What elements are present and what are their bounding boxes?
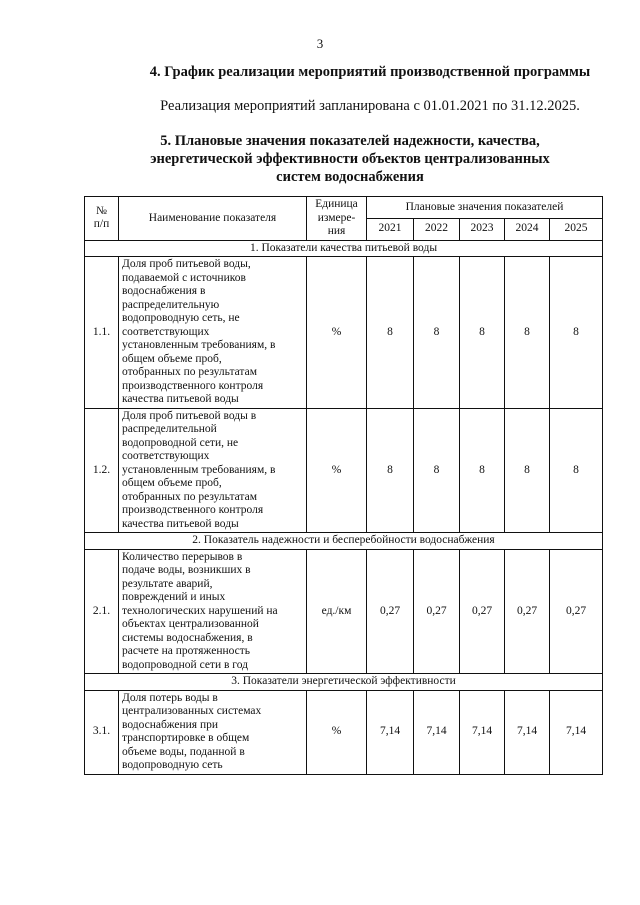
row-name-line: распределительную (122, 298, 220, 311)
row-value: 8 (550, 257, 603, 409)
row-value: 8 (367, 408, 414, 533)
row-value: 8 (414, 257, 460, 409)
row-name-line: системы водоснабжения, в (122, 631, 253, 644)
row-name-line: Доля проб питьевой воды в (122, 409, 257, 422)
header-unit (307, 197, 367, 241)
row-value: 7,14 (367, 690, 414, 774)
row-unit: % (307, 408, 367, 533)
row-value: 8 (505, 257, 550, 409)
row-num: 1.1. (85, 257, 119, 409)
header-plan: Плановые значения показателей (367, 197, 603, 219)
row-name-line: общем объеме проб, (122, 352, 222, 365)
row-value: 8 (460, 408, 505, 533)
table-row (85, 408, 603, 533)
header-num-line-2: п/п (93, 218, 110, 231)
section-title: 2. Показатель надежности и бесперебойности водоснабжения (85, 533, 603, 550)
row-name-line: объектах централизованной (122, 618, 259, 630)
row-name-line: качества питьевой воды (122, 393, 239, 405)
row-name (119, 549, 307, 674)
row-name-line: транспортировке в общем (122, 732, 250, 744)
row-name-line: установленным требованиям, в (122, 339, 276, 351)
row-value: 0,27 (367, 549, 414, 674)
row-value: 8 (367, 257, 414, 409)
header-year: 2021 (367, 218, 414, 240)
row-name-line: установленным требованиям, в (122, 463, 276, 476)
row-name-line: водопроводную сеть, не (122, 312, 240, 324)
header-year: 2024 (505, 218, 550, 240)
table-row (85, 690, 603, 774)
section-5-heading (120, 132, 580, 186)
row-num: 2.1. (85, 549, 119, 674)
header-year: 2023 (460, 218, 505, 240)
header-name: Наименование показателя (119, 197, 307, 241)
row-name-line: подаваемой с источников (122, 271, 246, 284)
row-name-line: производственного контроля (122, 379, 264, 392)
row-name-line: отобранных по результатам (122, 366, 257, 378)
row-name-line: распределительной (122, 423, 217, 435)
row-name-line: технологических нарушений на (122, 604, 278, 617)
section-title: 3. Показатели энергетической эффективности (85, 674, 603, 691)
row-name-line: повреждений и иных (122, 591, 226, 603)
row-name-line: Количество перерывов в (122, 550, 243, 563)
row-value: 7,14 (505, 690, 550, 774)
row-value: 0,27 (550, 549, 603, 674)
row-name-line: водопроводной сети, не (122, 436, 239, 449)
row-name-line: отобранных по результатам (122, 490, 257, 503)
row-value: 0,27 (460, 549, 505, 674)
row-value: 7,14 (550, 690, 603, 774)
section-title: 1. Показатели качества питьевой воды (85, 240, 603, 257)
row-value: 7,14 (460, 690, 505, 774)
row-name-line: Доля проб питьевой воды, (122, 258, 251, 270)
header-num-line-1: № (96, 204, 107, 217)
row-value: 0,27 (505, 549, 550, 674)
row-name (119, 257, 307, 409)
section-row (85, 674, 603, 691)
header-unit-line-3: ния (327, 225, 346, 237)
table-row (85, 257, 603, 409)
row-num: 3.1. (85, 690, 119, 774)
implementation-period-text: Реализация мероприятий запланирована с 01.01.2021 по 31.12.2025. (160, 98, 580, 114)
row-value: 0,27 (414, 549, 460, 674)
row-name-line: водопроводной сети в год (122, 658, 248, 671)
row-name-line: водоснабжения в (122, 285, 206, 297)
row-name-line: производственного контроля (122, 504, 264, 516)
row-value: 8 (460, 257, 505, 409)
page-number: 3 (316, 36, 324, 51)
header-year: 2025 (550, 218, 603, 240)
row-name-line: объеме воды, поданной в (122, 745, 245, 758)
row-name-line: Доля потерь воды в (122, 691, 218, 704)
row-num: 1.2. (85, 408, 119, 533)
table-row (85, 549, 603, 674)
row-unit: ед./км (307, 549, 367, 674)
header-unit-line-2: измере- (317, 211, 356, 224)
row-unit: % (307, 690, 367, 774)
section-4-heading: 4. График реализации мероприятий производственной программы (149, 64, 591, 80)
section-row (85, 533, 603, 550)
row-value: 7,14 (414, 690, 460, 774)
row-name-line: расчете на протяженность (122, 645, 251, 657)
row-name-line: водопроводную сеть (122, 759, 223, 771)
row-name-line: соответствующих (122, 325, 210, 338)
row-name-line: подаче воды, возникших в (122, 564, 251, 576)
row-name (119, 690, 307, 774)
row-name-line: соответствующих (122, 450, 210, 462)
section-5-heading-line-2: энергетической эффективности объектов централизованных (150, 151, 550, 167)
header-unit-line-1: Единица (315, 198, 358, 210)
header-num (85, 197, 119, 241)
row-unit: % (307, 257, 367, 409)
section-5-heading-line-3: систем водоснабжения (276, 169, 424, 185)
section-5-heading-line-1: 5. Плановые значения показателей надежности, качества, (160, 133, 540, 149)
row-name (119, 408, 307, 533)
row-name-line: качества питьевой воды (122, 517, 239, 530)
table-header-row-1 (85, 197, 603, 219)
row-value: 8 (505, 408, 550, 533)
row-value: 8 (550, 408, 603, 533)
row-value: 8 (414, 408, 460, 533)
row-name-line: централизованных системах (122, 705, 262, 717)
indicators-table (84, 196, 603, 775)
row-name-line: водоснабжения при (122, 718, 219, 731)
row-name-line: результате аварий, (122, 577, 213, 590)
section-row (85, 240, 603, 257)
header-year: 2022 (414, 218, 460, 240)
row-name-line: общем объеме проб, (122, 477, 222, 489)
